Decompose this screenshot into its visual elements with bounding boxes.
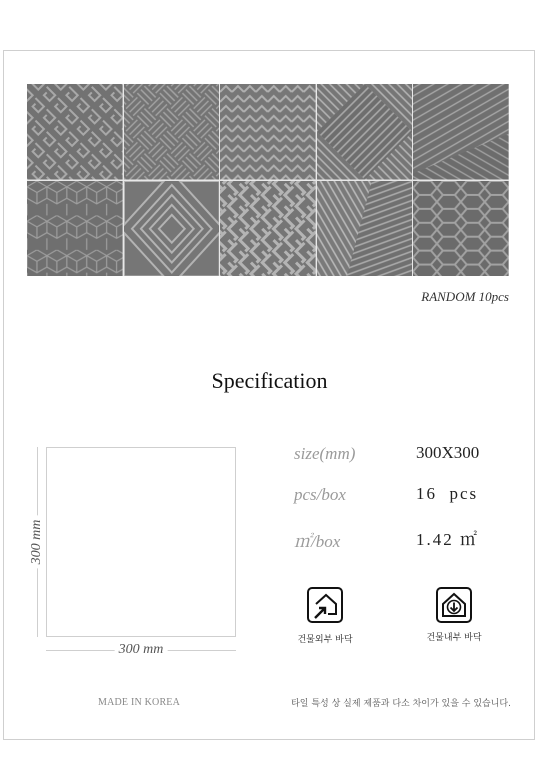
origin-label: MADE IN KOREA	[98, 697, 181, 708]
spec-area-value: 1.42 ㎡	[416, 530, 479, 549]
specification-title: Specification	[211, 368, 328, 393]
tile-size-diagram	[46, 447, 236, 637]
tile-diagonal-maze	[27, 84, 123, 180]
spec-pcs-value: 16 pcs	[416, 484, 479, 503]
tiles-caption: RANDOM 10pcs	[421, 289, 509, 304]
disclaimer-text: 타일 특성 상 실제 제품과 다소 차이가 있을 수 있습니다.	[291, 699, 511, 709]
tile-basket-weave	[124, 84, 220, 180]
horizontal-dimension-label: 300 mm	[115, 642, 168, 658]
tile-diamond	[124, 181, 220, 277]
tile-radial-diagonals	[317, 84, 413, 180]
spec-size-label: size(mm)	[294, 444, 356, 463]
tile-crossed-diagonals	[413, 84, 509, 180]
spec-area-label: ㎡/box	[294, 532, 341, 551]
tile-slash-stripes	[317, 181, 413, 277]
exterior-floor-label: 건물외부 바닥	[297, 635, 353, 645]
tile-chevron	[220, 84, 316, 180]
exterior-floor-icon	[307, 587, 343, 623]
vertical-dimension-label: 300 mm	[29, 516, 45, 569]
tile-hex-lattice	[413, 181, 509, 277]
interior-floor-icon	[436, 587, 472, 623]
spec-size-value: 300X300	[416, 443, 480, 462]
tile-cube-hex	[27, 181, 123, 277]
spec-pcs-label: pcs/box	[294, 485, 346, 504]
interior-floor-label: 건물내부 바닥	[426, 633, 482, 643]
tile-pattern-grid	[27, 84, 509, 276]
tile-herringbone	[220, 181, 316, 277]
